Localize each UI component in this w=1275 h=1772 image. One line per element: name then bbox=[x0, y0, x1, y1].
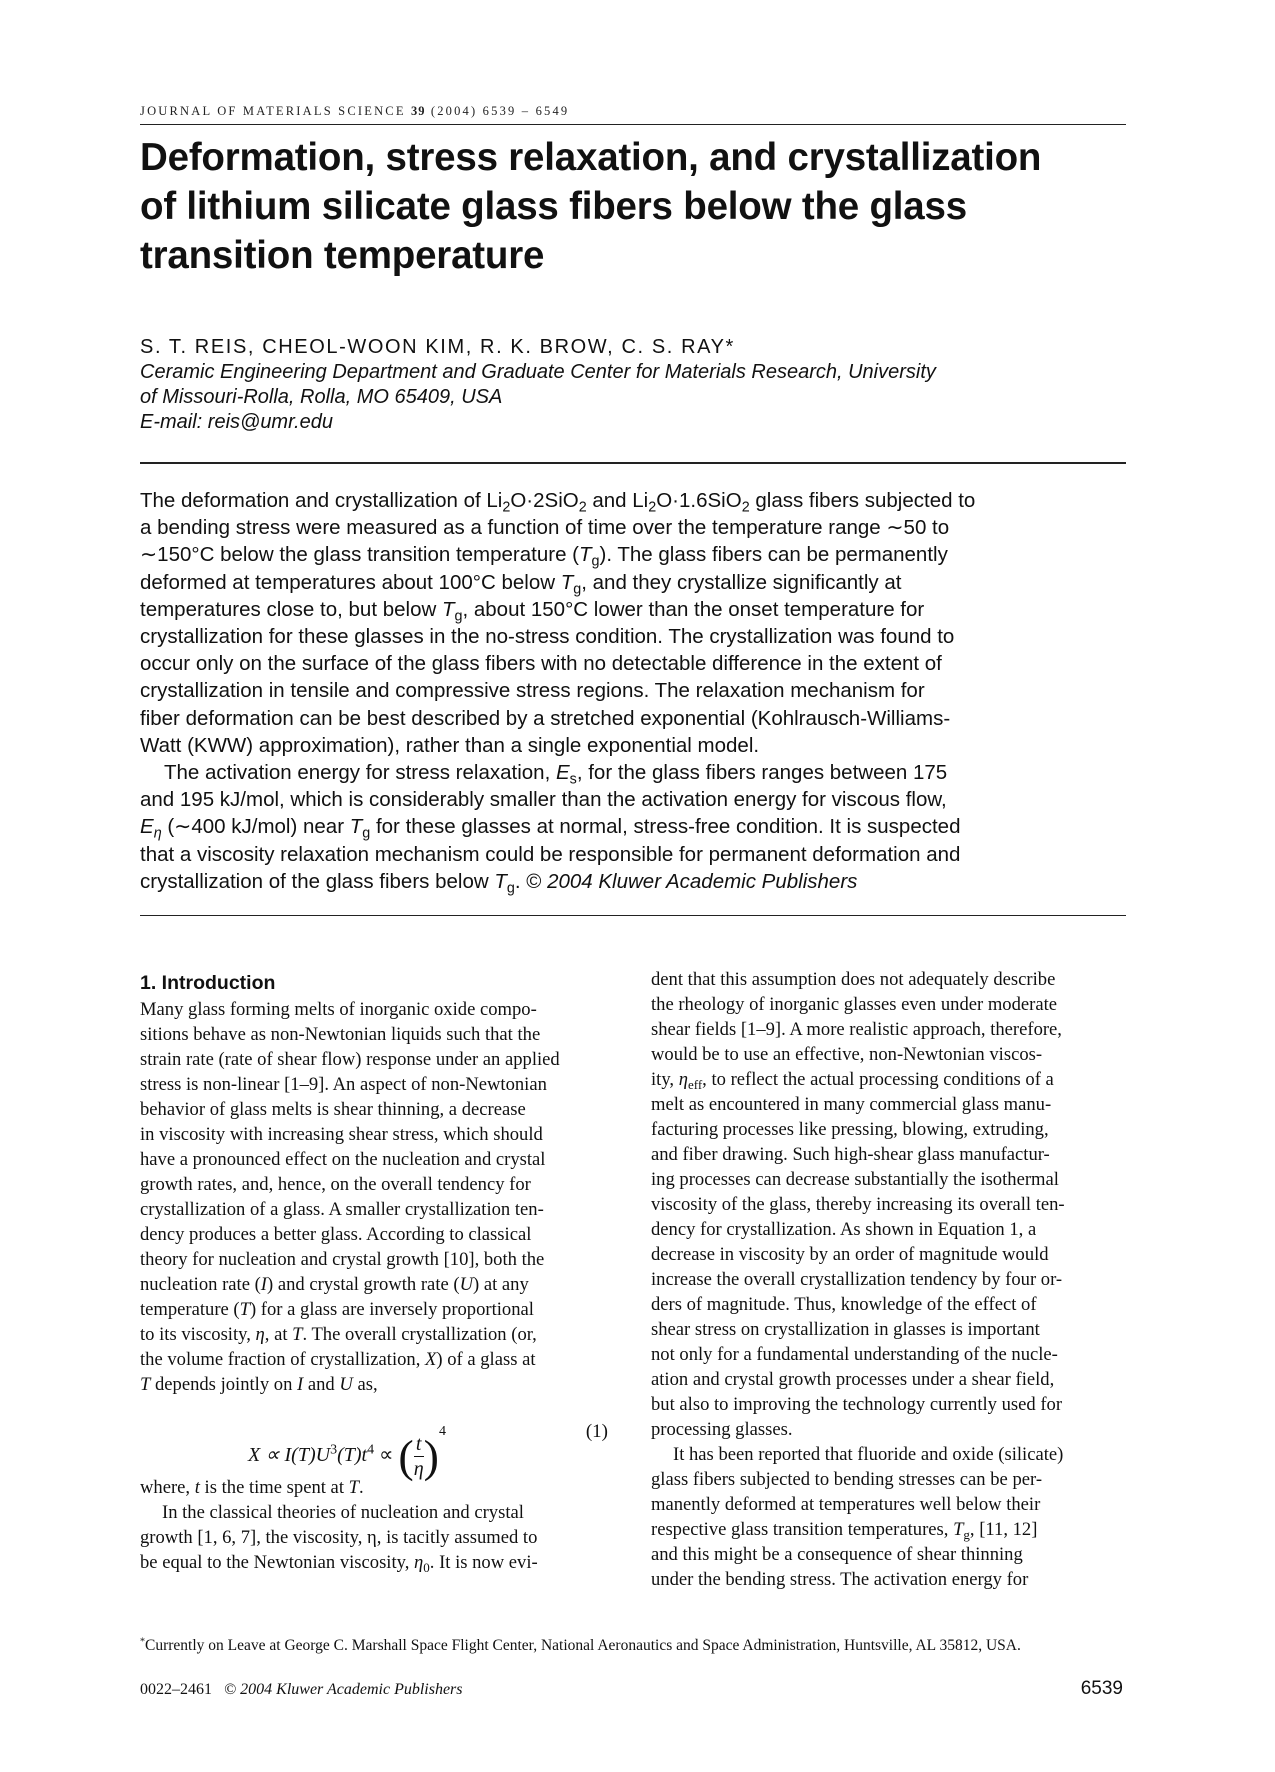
affiliation-line: Ceramic Engineering Department and Graduate Center for Materials Research, University bbox=[140, 361, 936, 383]
body-line: processing glasses. bbox=[651, 1419, 793, 1440]
abstract-line: ∼150°C below the glass transition temperature $(T_g)$. The glass fibers can be permanently bbox=[140, 543, 948, 570]
header-divider bbox=[140, 124, 1126, 125]
body-line: In the classical theories of nucleation and crystal bbox=[162, 1502, 524, 1523]
equation-number: (1) bbox=[585, 1421, 608, 1442]
body-line: not only for a fundamental understanding of the nucle- bbox=[651, 1344, 1058, 1365]
journal-volume: 39 bbox=[411, 104, 426, 118]
body-line: dency produces a better glass. According to classical bbox=[140, 1224, 532, 1245]
body-line: ation and crystal growth processes under a shear field, bbox=[651, 1369, 1055, 1390]
abstract-line: deformed at temperatures about 100°C below $T_g$, and they crystallize significantly at bbox=[140, 570, 902, 597]
body-line: shear fields [1–9]. A more realistic approach, therefore, bbox=[651, 1019, 1062, 1040]
page-number: 6539 bbox=[1080, 1678, 1123, 1699]
body-line: increase the overall crystallization tendency by four or- bbox=[651, 1269, 1063, 1290]
abstract-line: and 195 kJ/mol, which is considerably smaller than the activation energy for viscous flow, bbox=[140, 788, 947, 812]
footnote-text: Currently on Leave at George C. Marshall Space Flight Center, National Aeronautics and Space Administration, Huntsville, AL 35812, USA. bbox=[145, 1637, 1021, 1654]
body-line: dent that this assumption does not adequately describe bbox=[651, 969, 1056, 990]
body-line: ders of magnitude. Thus, knowledge of the effect of bbox=[651, 1294, 1037, 1315]
body-line: facturing processes like pressing, blowing, extruding, bbox=[651, 1119, 1049, 1140]
issn: 0022–2461 bbox=[140, 1681, 212, 1698]
equation-1 bbox=[140, 1401, 614, 1482]
body-line: manently deformed at temperatures well below their bbox=[651, 1494, 1041, 1515]
title-line: transition temperature bbox=[140, 234, 545, 277]
body-line: viscosity of the glass, thereby increasing its overall ten- bbox=[651, 1194, 1065, 1215]
body-line: ity, $\eta_{eff}$, to reflect the actual processing conditions of a bbox=[651, 1069, 1054, 1092]
body-line: temperature (T) for a glass are inversely proportional bbox=[140, 1299, 534, 1320]
body-line: Many glass forming melts of inorganic oxide compo- bbox=[140, 999, 537, 1020]
body-line: be equal to the Newtonian viscosity, $\eta_0$. It is now evi- bbox=[140, 1552, 538, 1575]
abstract-line: that a viscosity relaxation mechanism could be responsible for permanent deformation and bbox=[140, 842, 961, 866]
body-line: decrease in viscosity by an order of magnitude would bbox=[651, 1244, 1049, 1265]
body-line: under the bending stress. The activation energy for bbox=[651, 1569, 1029, 1590]
body-line: melt as encountered in many commercial glass manu- bbox=[651, 1094, 1052, 1115]
body-line: the volume fraction of crystallization, X) of a glass at bbox=[140, 1349, 536, 1370]
paper-title bbox=[140, 133, 1130, 280]
abstract-line: $E_\eta$ (∼400 kJ/mol) near $T_g$ for these glasses at normal, stress-free condition. It is suspected bbox=[140, 815, 961, 842]
body-line: sitions behave as non-Newtonian liquids such that the bbox=[140, 1024, 541, 1045]
body-line: behavior of glass melts is shear thinning, a decrease bbox=[140, 1099, 526, 1120]
body-line: to its viscosity, η, at T. The overall crystallization (or, bbox=[140, 1324, 537, 1345]
footnote-mark: * bbox=[140, 1636, 145, 1648]
abstract-line: fiber deformation can be best described by a stretched exponential (Kohlrausch-Williams- bbox=[140, 706, 951, 730]
abstract-line: The deformation and crystallization of $Li_2O\cdot 2SiO_2$ and $Li_2O\cdot 1.6SiO_2$ glass fibers subjected to bbox=[140, 489, 976, 516]
body-line: have a pronounced effect on the nucleation and crystal bbox=[140, 1149, 546, 1170]
journal-name: JOURNAL OF MATERIALS SCIENCE bbox=[140, 104, 406, 118]
body-line: but also to improving the technology currently used for bbox=[651, 1394, 1063, 1415]
body-column-right bbox=[651, 967, 1128, 1592]
body-line: the rheology of inorganic glasses even under moderate bbox=[651, 994, 1058, 1015]
abstract-line: temperatures close to, but below $T_g$, about 150°C lower than the onset temperature for bbox=[140, 597, 925, 625]
equation-fraction: $\frac{t}{\eta}$ bbox=[413, 1432, 424, 1480]
journal-year-pages: (2004) 6539 – 6549 bbox=[430, 104, 570, 118]
footnote bbox=[140, 1637, 1130, 1655]
abstract-line: The activation energy for stress relaxation, $E_s$, for the glass fibers ranges between 175 bbox=[164, 761, 948, 788]
body-line: T depends jointly on I and U as, bbox=[140, 1374, 378, 1395]
body-line: It has been reported that fluoride and oxide (silicate) bbox=[673, 1444, 1064, 1465]
body-line: ing processes can decrease substantially the isothermal bbox=[651, 1169, 1059, 1190]
title-line: of lithium silicate glass fibers below the glass bbox=[140, 185, 967, 228]
body-line: nucleation rate (I) and crystal growth rate (U) at any bbox=[140, 1274, 529, 1295]
abstract-line: crystallization in tensile and compressive stress regions. The relaxation mechanism for bbox=[140, 679, 925, 703]
body-line: growth rates, and, hence, on the overall tendency for bbox=[140, 1174, 531, 1195]
body-line: strain rate (rate of shear flow) response under an applied bbox=[140, 1049, 560, 1070]
abstract-top-divider bbox=[140, 462, 1126, 464]
body-line: would be to use an effective, non-Newtonian viscos- bbox=[651, 1044, 1043, 1065]
equation-expression: $X \propto I(T)U^3(T)t^4$ ∝ ( $\frac{t}{\eta}$ )$^4$ bbox=[248, 1424, 446, 1482]
abstract bbox=[140, 487, 1130, 895]
body-column-left bbox=[140, 970, 614, 1575]
body-line: glass fibers subjected to bending stresses can be per- bbox=[651, 1469, 1043, 1490]
abstract-line: Watt (KWW) approximation), rather than a single exponential model. bbox=[140, 733, 760, 757]
author-list: S. T. REIS, CHEOL-WOON KIM, R. K. BROW, C. S. RAY* bbox=[140, 336, 735, 358]
footer-copyright: © 2004 Kluwer Academic Publishers bbox=[224, 1681, 463, 1698]
body-line: stress is non-linear [1–9]. An aspect of non-Newtonian bbox=[140, 1074, 547, 1095]
title-line: Deformation, stress relaxation, and crystallization bbox=[140, 136, 1042, 179]
body-line: crystallization of a glass. A smaller crystallization ten- bbox=[140, 1199, 544, 1220]
footer-issn bbox=[140, 1681, 463, 1699]
abstract-bottom-divider bbox=[140, 915, 1126, 916]
section-heading: 1. Introduction bbox=[140, 972, 276, 994]
body-line: growth [1, 6, 7], the viscosity, η, is tacitly assumed to bbox=[140, 1527, 538, 1548]
body-line: dency for crystallization. As shown in Equation 1, a bbox=[651, 1219, 1037, 1240]
abstract-line: crystallization of the glass fibers below $T_g$. © 2004 Kluwer Academic Publishers bbox=[140, 869, 858, 897]
abstract-line: a bending stress were measured as a function of time over the temperature range ∼50 to bbox=[140, 516, 950, 540]
body-line: in viscosity with increasing shear stress, which should bbox=[140, 1124, 543, 1145]
abstract-line: crystallization for these glasses in the no-stress condition. The crystallization was found to bbox=[140, 625, 955, 649]
body-line: theory for nucleation and crystal growth [10], both the bbox=[140, 1249, 545, 1270]
body-line: shear stress on crystallization in glasses is important bbox=[651, 1319, 1040, 1340]
abstract-line: occur only on the surface of the glass fibers with no detectable difference in the extent of bbox=[140, 652, 942, 676]
journal-header bbox=[140, 104, 1126, 119]
body-line: where, t is the time spent at T. bbox=[140, 1477, 364, 1498]
body-line: and this might be a consequence of shear thinning bbox=[651, 1544, 1023, 1565]
affiliation bbox=[140, 360, 1140, 435]
author-email: E-mail: reis@umr.edu bbox=[140, 411, 333, 433]
affiliation-line: of Missouri-Rolla, Rolla, MO 65409, USA bbox=[140, 386, 503, 408]
body-line: and fiber drawing. Such high-shear glass manufactur- bbox=[651, 1144, 1050, 1165]
body-line: respective glass transition temperatures, $T_g$, [11, 12] bbox=[651, 1519, 1038, 1542]
